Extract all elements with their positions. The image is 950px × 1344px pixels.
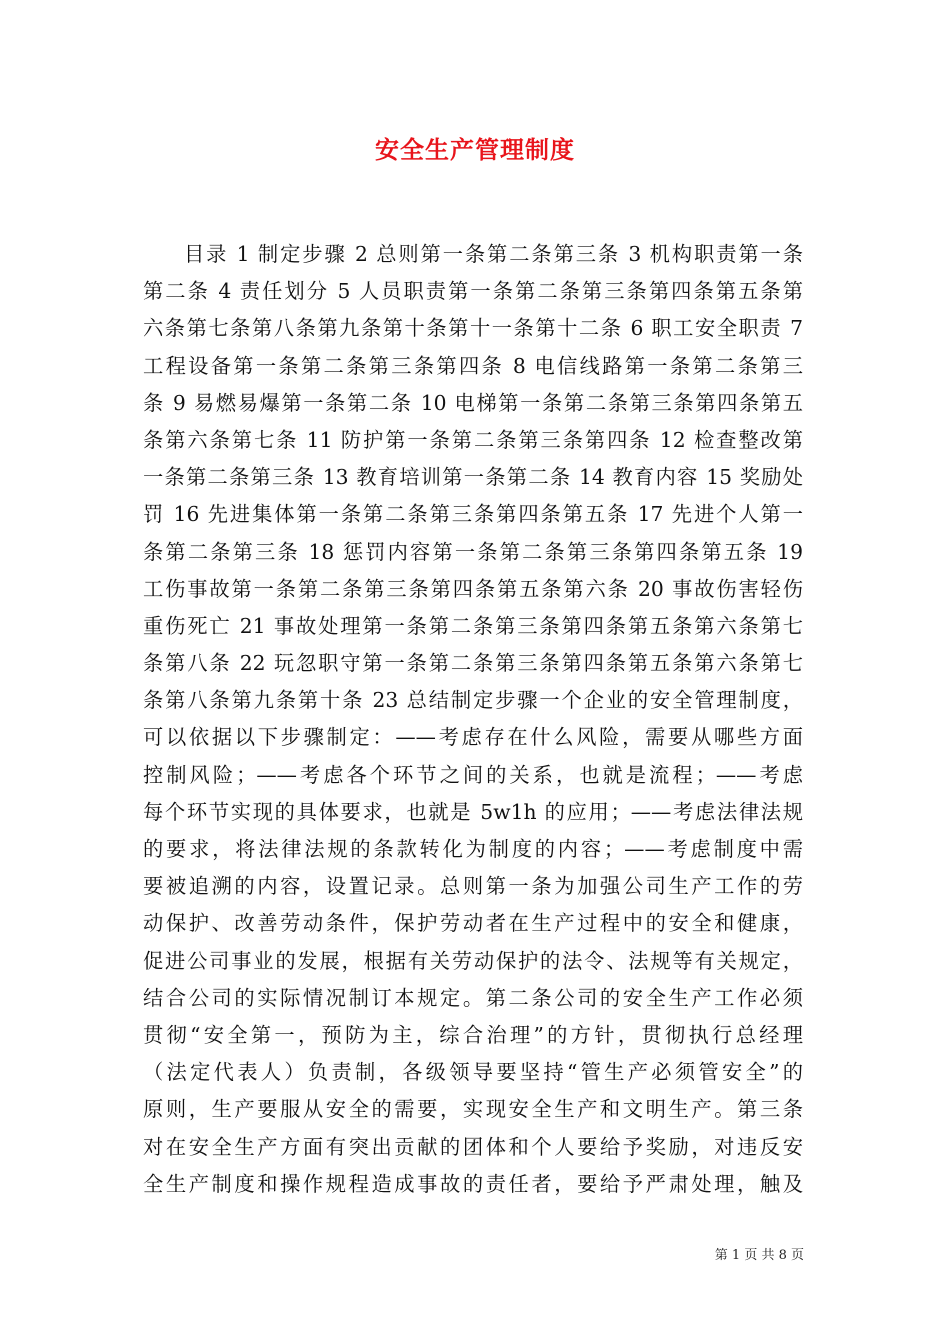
body-line: 控制风险；——考虑各个环节之间的关系，也就是流程；——考虑	[143, 762, 803, 787]
body-line: 条第八条第九条第十条 23 总结制定步骤一个企业的安全管理制度，	[143, 688, 803, 713]
body-line: 条第六条第七条 11 防护第一条第二条第三条第四条 12 检查整改第	[143, 427, 803, 452]
body-line: 目录 1 制定步骤 2 总则第一条第二条第三条 3 机构职责第一条	[184, 242, 803, 266]
body-line: 每个环节实现的具体要求，也就是 5w1h 的应用；——考虑法律法规	[143, 799, 803, 824]
body-line: 六条第七条第八条第九条第十条第十一条第十二条 6 职工安全职责 7	[143, 316, 803, 341]
body-line: 条第八条 22 玩忽职守第一条第二条第三条第四条第五条第六条第七	[143, 651, 803, 676]
document-body	[143, 236, 803, 1203]
body-line: 结合公司的实际情况制订本规定。第二条公司的安全生产工作必须	[143, 985, 803, 1010]
body-line: 第二条 4 责任划分 5 人员职责第一条第二条第三条第四条第五条第	[143, 279, 803, 304]
body-line: 原则，生产要服从安全的需要，实现安全生产和文明生产。第三条	[143, 1097, 803, 1122]
body-line: 要被追溯的内容，设置记录。总则第一条为加强公司生产工作的劳	[143, 874, 803, 899]
body-line: 促进公司事业的发展，根据有关劳动保护的法令、法规等有关规定，	[143, 948, 803, 973]
body-line: 条第二条第三条 18 惩罚内容第一条第二条第三条第四条第五条 19	[143, 539, 803, 564]
body-line: 一条第二条第三条 13 教育培训第一条第二条 14 教育内容 15 奖励处	[143, 465, 803, 490]
body-line: 全生产制度和操作规程造成事故的责任者，要给予严肃处理，触及	[143, 1171, 803, 1196]
body-line: 工程设备第一条第二条第三条第四条 8 电信线路第一条第二条第三	[143, 353, 803, 378]
body-line: 工伤事故第一条第二条第三条第四条第五条第六条 20 事故伤害轻伤	[143, 576, 803, 601]
body-line: 对在安全生产方面有突出贡献的团体和个人要给予奖励，对违反安	[143, 1134, 803, 1159]
body-line: 动保护、改善劳动条件，保护劳动者在生产过程中的安全和健康，	[143, 911, 803, 936]
body-line: 可以依据以下步骤制定：——考虑存在什么风险，需要从哪些方面	[143, 725, 803, 750]
body-line: 重伤死亡 21 事故处理第一条第二条第三条第四条第五条第六条第七	[143, 613, 803, 638]
body-line: 贯彻“安全第一，预防为主，综合治理”的方针，贯彻执行总经理	[143, 1022, 803, 1047]
document-title: 安全生产管理制度	[375, 135, 575, 164]
body-line: （法定代表人）负责制，各级领导要坚持“管生产必须管安全”的	[143, 1060, 803, 1085]
page-number-footer: 第 1 页 共 8 页	[714, 1248, 804, 1263]
body-line: 的要求，将法律法规的条款转化为制度的内容；——考虑制度中需	[143, 837, 803, 861]
body-line: 罚 16 先进集体第一条第二条第三条第四条第五条 17 先进个人第一	[143, 502, 803, 527]
body-line: 条 9 易燃易爆第一条第二条 10 电梯第一条第二条第三条第四条第五	[143, 390, 803, 415]
